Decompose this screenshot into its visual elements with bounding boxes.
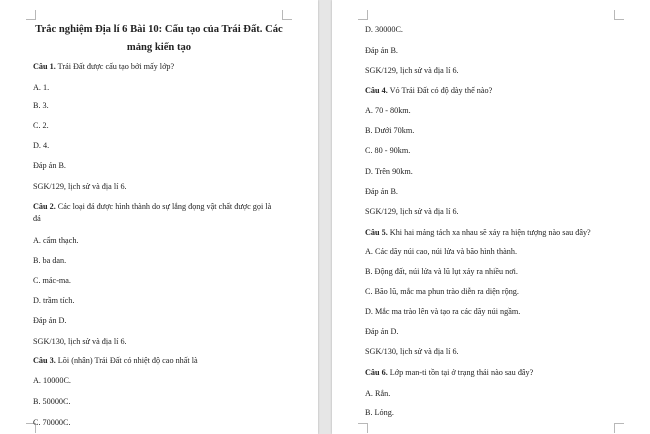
- page-margin-mark: [614, 423, 624, 433]
- text-line: [33, 376, 71, 386]
- line-text: B. ba dan.: [33, 256, 67, 265]
- text-line: [365, 66, 459, 76]
- line-text: Đáp án D.: [33, 316, 67, 325]
- line-text: SGK/129, lịch sử và địa lí 6.: [365, 207, 459, 216]
- line-text: B. Động đất, núi lửa và lũ lụt xảy ra nhiều nơi.: [365, 267, 518, 276]
- text-line: [33, 256, 66, 266]
- text-line: [33, 356, 198, 366]
- line-text: C. 70000C.: [33, 418, 71, 427]
- line-text: C. 80 - 90km.: [365, 146, 411, 155]
- text-line: [365, 389, 390, 399]
- line-text: C. 2.: [33, 121, 49, 130]
- text-line: [365, 228, 591, 238]
- page-margin-mark: [358, 423, 368, 433]
- text-line: [33, 101, 49, 111]
- page-margin-mark: [614, 10, 624, 20]
- line-text: A. 70 - 80km.: [365, 106, 411, 115]
- text-line: [33, 62, 174, 72]
- text-line: [365, 207, 459, 217]
- text-line: [365, 126, 414, 136]
- line-text: Đáp án B.: [365, 187, 398, 196]
- text-line: [365, 146, 410, 156]
- text-line: [365, 187, 398, 197]
- line-text: C. mác-ma.: [33, 276, 71, 285]
- text-line: [33, 141, 49, 151]
- page-margin-mark: [282, 10, 292, 20]
- text-line: [365, 247, 517, 257]
- text-line: [365, 307, 520, 317]
- line-text: Trái Đất được cấu tạo bởi mấy lớp?: [55, 62, 175, 71]
- document-title: Trắc nghiệm Địa lí 6 Bài 10: Cấu tạo của Trái Đất. Các: [35, 24, 283, 35]
- line-text: Đáp án D.: [365, 327, 399, 336]
- page-margin-mark: [26, 10, 36, 20]
- page-margin-mark: [358, 10, 368, 20]
- text-line: [365, 46, 398, 56]
- text-line: [33, 236, 78, 246]
- line-text: Lớp man-ti tồn tại ở trạng thái nào sau đây?: [387, 368, 534, 377]
- text-line: [365, 408, 394, 418]
- text-line: [33, 161, 66, 171]
- text-line: [33, 316, 66, 326]
- line-text: A. 1.: [33, 83, 50, 92]
- line-text: D. Mắc ma trào lên và tạo ra các dãy núi ngầm.: [365, 307, 521, 316]
- line-text: SGK/130, lịch sử và địa lí 6.: [365, 347, 459, 356]
- line-text: D. trầm tích.: [33, 296, 75, 305]
- question-number: Câu 3.: [33, 356, 56, 365]
- line-text: Đáp án B.: [33, 161, 66, 170]
- text-line: [33, 83, 49, 93]
- text-line: [365, 86, 492, 96]
- text-line: [365, 106, 411, 116]
- line-text: A. 10000C.: [33, 376, 71, 385]
- text-line: [33, 121, 49, 131]
- line-text: Đáp án B.: [365, 46, 398, 55]
- line-text: D. 30000C.: [365, 25, 403, 34]
- text-line: [365, 368, 533, 378]
- text-line: [33, 276, 71, 286]
- text-line: [365, 25, 403, 35]
- line-text: Khi hai mảng tách xa nhau sẽ xảy ra hiện tượng nào sau đây?: [387, 228, 591, 237]
- line-text: SGK/129, lịch sử và địa lí 6.: [33, 182, 127, 191]
- text-line: [33, 397, 71, 407]
- text-line: [33, 214, 41, 224]
- text-line: [33, 337, 127, 347]
- line-text: B. 3.: [33, 101, 49, 110]
- line-text: B. Lỏng.: [365, 408, 394, 417]
- line-text: đá: [33, 214, 41, 223]
- document-page-left: [0, 0, 318, 434]
- question-number: Câu 5.: [365, 228, 388, 237]
- line-text: C. Bão lũ, mắc ma phun trào diễn ra diện rộng.: [365, 287, 519, 296]
- line-text: Vỏ Trái Đất có độ dày thế nào?: [387, 86, 493, 95]
- text-line: [33, 202, 271, 212]
- text-line: [365, 287, 519, 297]
- line-text: SGK/129, lịch sử và địa lí 6.: [365, 66, 459, 75]
- text-line: [365, 347, 459, 357]
- line-text: SGK/130, lịch sử và địa lí 6.: [33, 337, 127, 346]
- line-text: B. 50000C.: [33, 397, 71, 406]
- text-line: [33, 182, 127, 192]
- line-text: D. Trên 90km.: [365, 167, 413, 176]
- line-text: B. Dưới 70km.: [365, 126, 415, 135]
- text-line: [33, 418, 71, 428]
- text-line: [33, 296, 74, 306]
- text-line: [365, 267, 518, 277]
- question-number: Câu 1.: [33, 62, 56, 71]
- question-number: Câu 6.: [365, 368, 388, 377]
- line-text: A. Các dãy núi cao, núi lửa và bão hình thành.: [365, 247, 518, 256]
- text-line: [365, 167, 413, 177]
- question-number: Câu 4.: [365, 86, 388, 95]
- line-text: Các loại đá được hình thành do sự lắng đọng vật chất được gọi là: [55, 202, 272, 211]
- line-text: A. cẩm thạch.: [33, 236, 79, 245]
- document-title-line2: mảng kiến tạo: [126, 42, 192, 53]
- line-text: D. 4.: [33, 141, 50, 150]
- line-text: A. Rắn.: [365, 389, 391, 398]
- document-page-right: [332, 0, 650, 434]
- question-number: Câu 2.: [33, 202, 56, 211]
- text-line: [365, 327, 398, 337]
- line-text: Lõi (nhân) Trái Đất có nhiệt độ cao nhất là: [55, 356, 198, 365]
